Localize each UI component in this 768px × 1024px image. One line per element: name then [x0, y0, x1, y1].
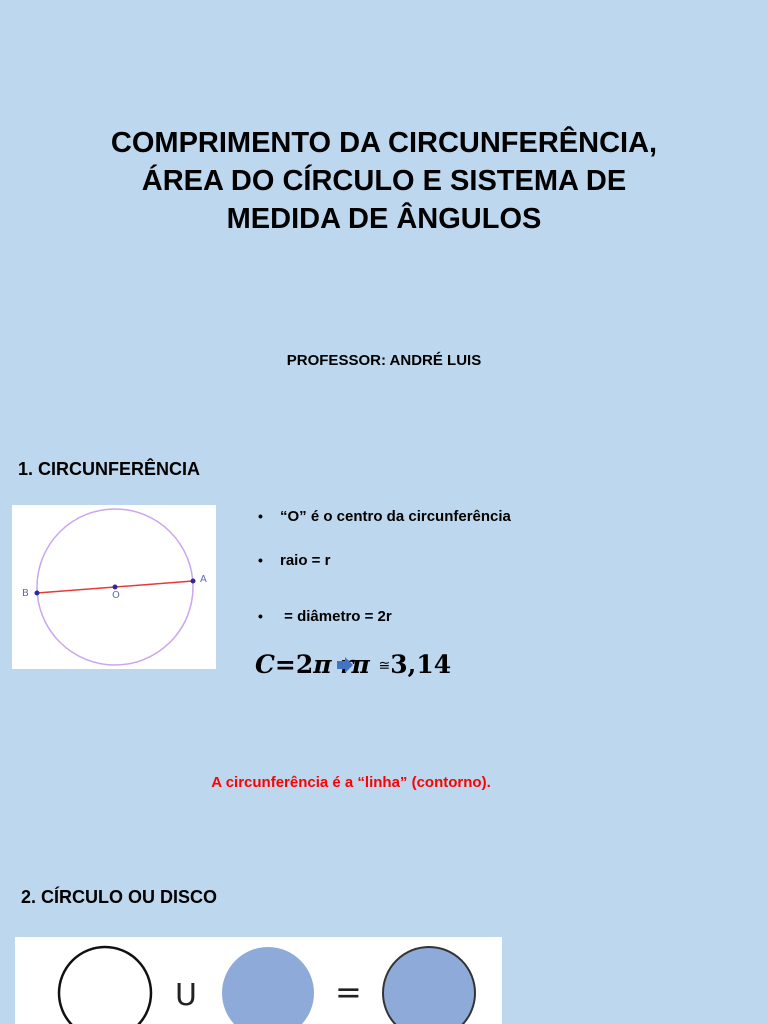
bullet-icon: •	[258, 508, 263, 524]
list-item	[258, 608, 392, 625]
formula-equals: =	[274, 650, 296, 679]
slide-title	[60, 124, 708, 238]
formula-c: C	[255, 650, 275, 679]
section-heading-circulo: 2. CÍRCULO OU DISCO	[21, 887, 218, 907]
bullet-text: = diâmetro = 2r	[280, 608, 392, 625]
bullet-icon: •	[258, 552, 263, 568]
equals-symbol: =	[335, 973, 362, 1011]
filled-disc	[222, 947, 314, 1024]
label-b: B	[22, 588, 29, 599]
disc-union-diagram	[15, 937, 502, 1024]
result-disc	[383, 947, 475, 1024]
point-a	[191, 579, 196, 584]
professor-name: PROFESSOR: ANDRÉ LUIS	[286, 352, 482, 369]
label-a: A	[200, 574, 207, 585]
label-o: O	[112, 590, 120, 601]
circumference-note: A circunferência é a “linha” (contorno).	[211, 774, 491, 791]
union-symbol: U	[175, 978, 197, 1013]
title-line: COMPRIMENTO DA CIRCUNFERÊNCIA,	[110, 127, 658, 159]
title-line: MEDIDA DE ÂNGULOS	[226, 203, 542, 235]
formula-two: 2	[295, 650, 314, 679]
circumference-formula	[255, 645, 515, 685]
formula-pi-2: π	[351, 650, 370, 679]
section-heading-circunferencia: 1. CIRCUNFERÊNCIA	[18, 459, 201, 479]
empty-circle	[59, 947, 151, 1024]
disc-union-figure	[15, 937, 502, 1024]
bullet-text: raio = r	[280, 552, 331, 569]
circle-diagram	[12, 505, 216, 669]
bullet-text: “O” é o centro da circunferência	[280, 508, 511, 525]
bullet-icon: •	[258, 608, 263, 624]
list-item	[258, 508, 511, 525]
formula-approx: ≅	[378, 658, 391, 674]
formula-pi: π	[313, 650, 332, 679]
list-item	[258, 552, 330, 569]
point-o	[113, 585, 118, 590]
point-b	[35, 591, 40, 596]
formula-value: 3,14	[390, 650, 452, 679]
circle-figure	[12, 505, 216, 669]
title-line: ÁREA DO CÍRCULO E SISTEMA DE	[141, 165, 627, 197]
